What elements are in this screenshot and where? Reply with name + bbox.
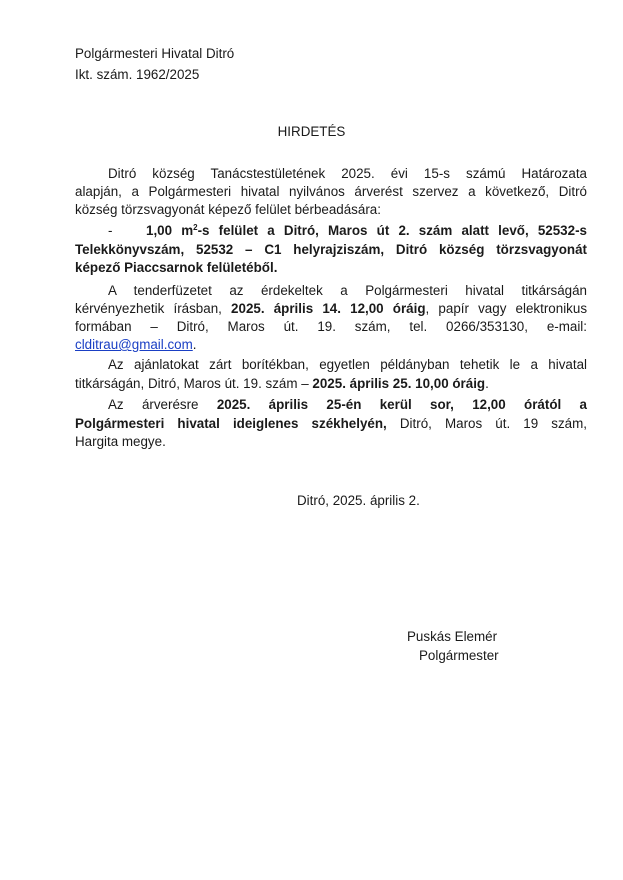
- intro-line-3: község törzsvagyonát képező felület bérbeadására:: [75, 202, 381, 217]
- tender-line-2: kérvényezhetik írásban, 2025. április 14. 12,00 óráig, papír vagy elektronikus: [75, 301, 588, 316]
- item-superscript: 2: [193, 223, 198, 232]
- item-line-3: képező Piaccsarnok felületéből.: [75, 260, 278, 275]
- auction-line-3: Hargita megye.: [75, 434, 166, 449]
- intro-line-1: Ditró község Tanácstestületének 2025. évi 15-s számú Határozata: [108, 166, 587, 181]
- email-link[interactable]: clditrau@gmail.com: [75, 337, 193, 352]
- office-name: Polgármesteri Hivatal Ditró: [75, 46, 235, 61]
- signatory-role: Polgármester: [419, 648, 499, 663]
- intro-line-2: alapján, a Polgármesteri hivatal nyilvános árverést szervez a következő, Ditró: [75, 184, 587, 199]
- item-line-2: Telekkönyvszám, 52532 – C1 helyrajziszám, Ditró község törzsvagyonát: [75, 242, 587, 257]
- document-title: HIRDETÉS: [277, 124, 346, 139]
- tender-line-1: A tenderfüzetet az érdekeltek a Polgármesteri hivatal titkárságán: [108, 283, 587, 298]
- signatory-name: Puskás Elemér: [407, 629, 498, 644]
- item-dash: -: [108, 223, 113, 238]
- tender-line-4: clditrau@gmail.com.: [75, 337, 197, 352]
- item-line-1: 1,00 $m^2-s$ felület a Ditró, Maros út 2. szám alatt levő, 52532-s: [146, 223, 587, 238]
- auction-line-2: Polgármesteri hivatal ideiglenes székhelyén, Ditró, Maros út. 19 szám,: [75, 416, 588, 431]
- date-place: Ditró, 2025. április 2.: [297, 493, 420, 508]
- offers-line-2: titkárságán, Ditró, Maros út. 19. szám – 2025. április 25. 10,00 óráig.: [75, 376, 489, 391]
- offers-line-1: Az ajánlatokat zárt borítékban, egyetlen példányban tehetik le a hivatal: [108, 357, 587, 372]
- auction-line-1: Az árverésre 2025. április 25-én kerül sor, 12,00 órától a: [108, 397, 587, 412]
- tender-line-3: formában – Ditró, Maros út. 19. szám, tel. 0266/353130, e-mail:: [75, 319, 587, 334]
- registration-number: Ikt. szám. 1962/2025: [75, 67, 200, 82]
